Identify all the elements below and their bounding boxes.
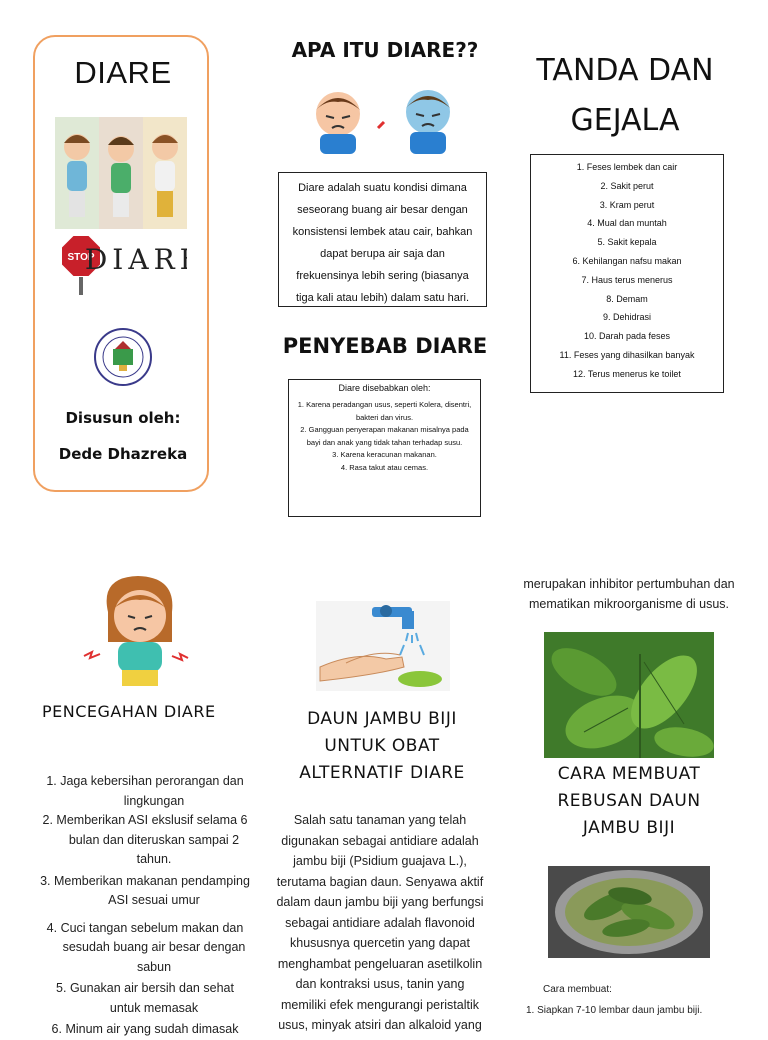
pencegahan-title: PENCEGAHAN DIARE <box>42 702 216 721</box>
apa-itu-title: APA ITU DIARE?? <box>291 38 479 62</box>
penyebab-box <box>288 379 481 517</box>
handwashing-illustration <box>316 601 450 691</box>
list-item: 4. Cuci tangan sebelum makan dan sesudah buang air besar dengan sabun <box>46 920 246 974</box>
daun-title-line3: ALTERNATIF DIARE <box>299 763 465 783</box>
steps-label: Cara membuat: <box>543 984 612 995</box>
stop-diare-banner <box>55 227 187 297</box>
boiling-leaves-photo <box>548 866 710 958</box>
institution-logo <box>93 327 153 387</box>
step-item: 1. Siapkan 7-10 lembar daun jambu biji. <box>526 1005 703 1016</box>
cara-title <box>520 761 738 842</box>
kids-illustration <box>55 117 187 229</box>
list-item: 1. Karena peradangan usus, seperti Kolera, disentri, bakteri dan virus. <box>297 400 472 422</box>
list-item: 6. Kehilangan nafsu makan <box>572 255 682 266</box>
continuation-text: merupakan inhibitor pertumbuhan dan mematikan mikroorganisme di usus. <box>523 577 735 611</box>
list-item: 4. Rasa takut atau cemas. <box>340 462 429 472</box>
cara-title-line2: REBUSAN DAUN <box>557 791 701 811</box>
cover-title: DIARE <box>74 55 172 90</box>
cover-panel <box>33 35 209 492</box>
daun-title <box>276 706 488 787</box>
apa-itu-box <box>278 172 487 307</box>
list-item: 3. Memberikan makanan pendamping ASI sesuai umur <box>40 873 250 907</box>
list-item: 1. Feses lembek dan cair <box>576 162 678 172</box>
stop-diare-word: DIAR <box>84 243 180 276</box>
stop-sign-text: STOP <box>67 252 95 263</box>
list-item: 10. Darah pada feses <box>583 331 671 342</box>
pencegahan-list <box>30 772 250 1040</box>
list-item: 9. Dehidrasi <box>602 312 652 323</box>
tanda-title <box>520 46 730 146</box>
list-item: 2. Gangguan penyerapan makanan misalnya pada bayi dan anak yang tidak tahan terhadap susu. <box>300 425 469 447</box>
daun-title-line1: DAUN JAMBU BIJI <box>307 709 457 729</box>
list-item: 6. Minum air yang sudah dimasak <box>51 1022 239 1036</box>
list-item: 1. Jaga kebersihan perorangan dan lingkungan <box>46 774 244 808</box>
list-item: 5. Gunakan air bersih dan sehat untuk memasak <box>56 981 234 1015</box>
author-name: Dede Dhazreka <box>58 445 188 463</box>
list-item: 3. Kram perut <box>599 199 655 210</box>
cara-title-line3: JAMBU BIJI <box>582 818 676 838</box>
list-item: 2. Sakit perut <box>600 180 654 191</box>
tanda-box <box>530 154 724 393</box>
compiled-by-label: Disusun oleh: <box>65 409 181 427</box>
list-item: 3. Karena keracunan makanan. <box>332 450 437 459</box>
sick-kids-illustration <box>298 88 468 154</box>
tanda-title-line1: TANDA DAN <box>536 53 714 88</box>
list-item: 2. Memberikan ASI ekslusif selama 6 bulan dan diteruskan sampai 2 tahun. <box>42 813 248 866</box>
list-item: 12. Terus menerus ke toilet <box>573 368 681 379</box>
list-item: 5. Sakit kepala <box>597 237 657 248</box>
penyebab-intro: Diare disebabkan oleh: <box>338 383 431 393</box>
guava-leaves-photo <box>544 632 714 758</box>
daun-text: Salah satu tanaman yang telah digunakan sebagai antidiare adalah jambu biji (Psidium guajava L.), terutama bagian daun. Senyawa aktif dalam daun jambu biji yang berfungsi sebagai antidiare adalah flavonoid khususnya quercetin yang dapat menghambat pengeluaran asetilkolin dan kontraksi usus, tanin yang memiliki efek mengurangi peristaltik usus, minyak atsiri dan alkaloid yang <box>276 813 484 1032</box>
apa-itu-text: Diare adalah suatu kondisi dimana seseorang buang air besar dengan konsistensi lembek atau cair, bahkan dapat berupa air saja dan frekuensinya lebih sering (biasanya tiga kali atau lebih) dalam satu hari. <box>292 182 473 304</box>
cara-title-line1: CARA MEMBUAT <box>557 764 701 784</box>
tanda-title-line2: GEJALA <box>570 103 680 138</box>
list-item: 7. Haus terus menerus <box>581 274 673 285</box>
list-item: 11. Feses yang dihasilkan banyak <box>559 349 695 360</box>
list-item: 8. Demam <box>606 293 648 304</box>
list-item: 4. Mual dan muntah <box>587 218 667 229</box>
sick-girl-illustration <box>80 572 200 690</box>
penyebab-title: PENYEBAB DIARE <box>282 334 488 358</box>
daun-title-line2: UNTUK OBAT <box>324 736 440 756</box>
